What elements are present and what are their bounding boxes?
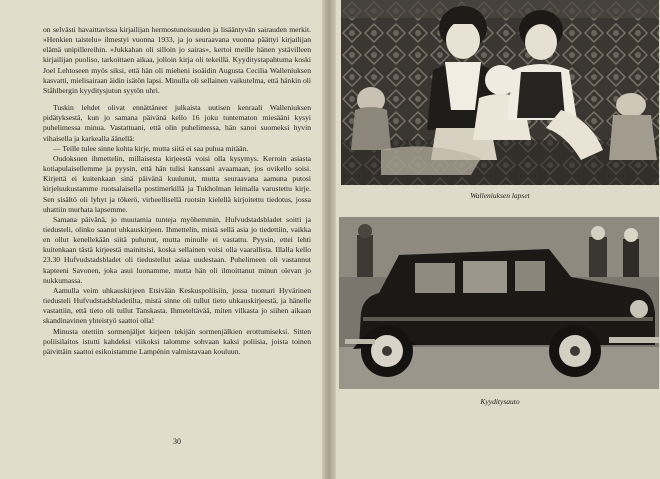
body-text	[43, 25, 311, 357]
page-number: 30	[173, 437, 181, 446]
paragraph: Tuskin lehdet olivat ennättäneet julkaista uutisen kenraali Walleniuksen pidätyksestä, kun jo samana päivänä kello 16 joku tuntematon miesääni kysyi puhelimessa minua. Vastattuani, että olin puhelimessa, hän sanoi suomeksi hyvin vihaisella ja karkealla äänellä:	[43, 103, 311, 143]
children-photo-caption: Walleniuksen lapset	[470, 191, 530, 200]
paragraph: — Teille tulee sinne kohta kirje, mutta siitä ei saa puhua mitään.	[53, 143, 249, 153]
children-photo-illustration	[341, 0, 659, 185]
paragraph: Minusta otettiin sormenjäljet kirjeen tekijän sormenjälkien erottumiseksi. Sitten poliisilaitos istutti kahdeksi viikoksi talomme sohvaan kaksi poliisia, joista toinen päivittäin saattoi esikoistamme Lampénin valmistavaan kouluun.	[43, 326, 311, 356]
children-photo	[341, 0, 659, 185]
paragraph: on selvästi havaittavissa kirjailijan hermostuneisuuden ja lisääntyvän sairauden merkit. »Henkien taistelu» ilmestyi vuonna 1933, ja jo seuraavana vuonna päättyi kirjailijan elämä unipillereihin. »Jukkahan oli silloin jo sairas», kertoi meille hänen ystävilleen kirjailijan puoliso, tarkoittaen aikaa, jolloin kirja oli tekeillä. Kyyditystapahtuma koski Joel Lehtoseen myös siksi, että hän oli mieheni isoäidin Augusta Cecilia Walleniuksen kasvatti, mielisairaan äidin isätön lapsi. Minulla oli sellainen vaikutelma, että hänkin oli Ståhlbergin kyyditysjutun syytön uhri.	[43, 25, 311, 95]
paragraph: Aamulla veim uhkauskirjeen Etsivään Keskuspoliisiin, jossa tuomari Hyvärinen tiedusteli Hufvudstadsbladetilta, mistä sinne oli tullut tieto uhkauskirjeestä, ja hänelle vastattiin, että tieto oli tullut Tanskasta. Ihmeteltävää, miten vilkasta jo siihen aikaan skandinavinen yhteistyö saattoi olla!	[43, 285, 311, 326]
car-photo	[339, 217, 659, 389]
car-photo-caption: Kyyditysauto	[480, 397, 520, 406]
book-gutter	[322, 0, 336, 479]
left-page	[0, 0, 322, 479]
car-photo-illustration	[339, 217, 659, 389]
paragraph: Oudoksuen ihmettelin, millaisesta kirjeestä voisi olla kysymys. Kerroin asiasta kotiapulaisellemme ja pyysin, että hän tulisi kanssani avaamaan, jos ovikello soisi. Kirjettä ei kuitenkaan sinä päivänä kuulunut, mutta seuraavana aamuna putosi kirjeluukustamme ruotsalaisella postimerkillä ja Tukholman leimalla varustettu kirje. Sen sisältö oli lyhyt ja tökerö, virheellisellä ruotsin kielellä kirjoitettu tiedotus, jossa uhattiin murhata lapsemme.	[43, 153, 311, 214]
paragraph: Samana päivänä, jo muutamia tunteja myöhemmin, Hufvudstadsbladet soitti ja tiedusteli, olinko saanut uhkauskirjeen. Ihmettelin, mistä sellä asia jo tiedettiin, vaikka en ollut kenellekään siitä puhunut, mutta minulle ei vastattu. Pyysin, ettei lehti kuitenkaan tästä kirjeestä mainitsisi, koska sellainen voisi olla vaarallista. Illalla kello 23.30 Hufvudstadsbladet oli tiedustellut asiaa uudestaan. Puhelimeen oli vastannut kapteeni Savonen, joka asui luonamme, mutta hän oli ilmoittanut minun olevan jo nukkumassa.	[43, 214, 311, 285]
